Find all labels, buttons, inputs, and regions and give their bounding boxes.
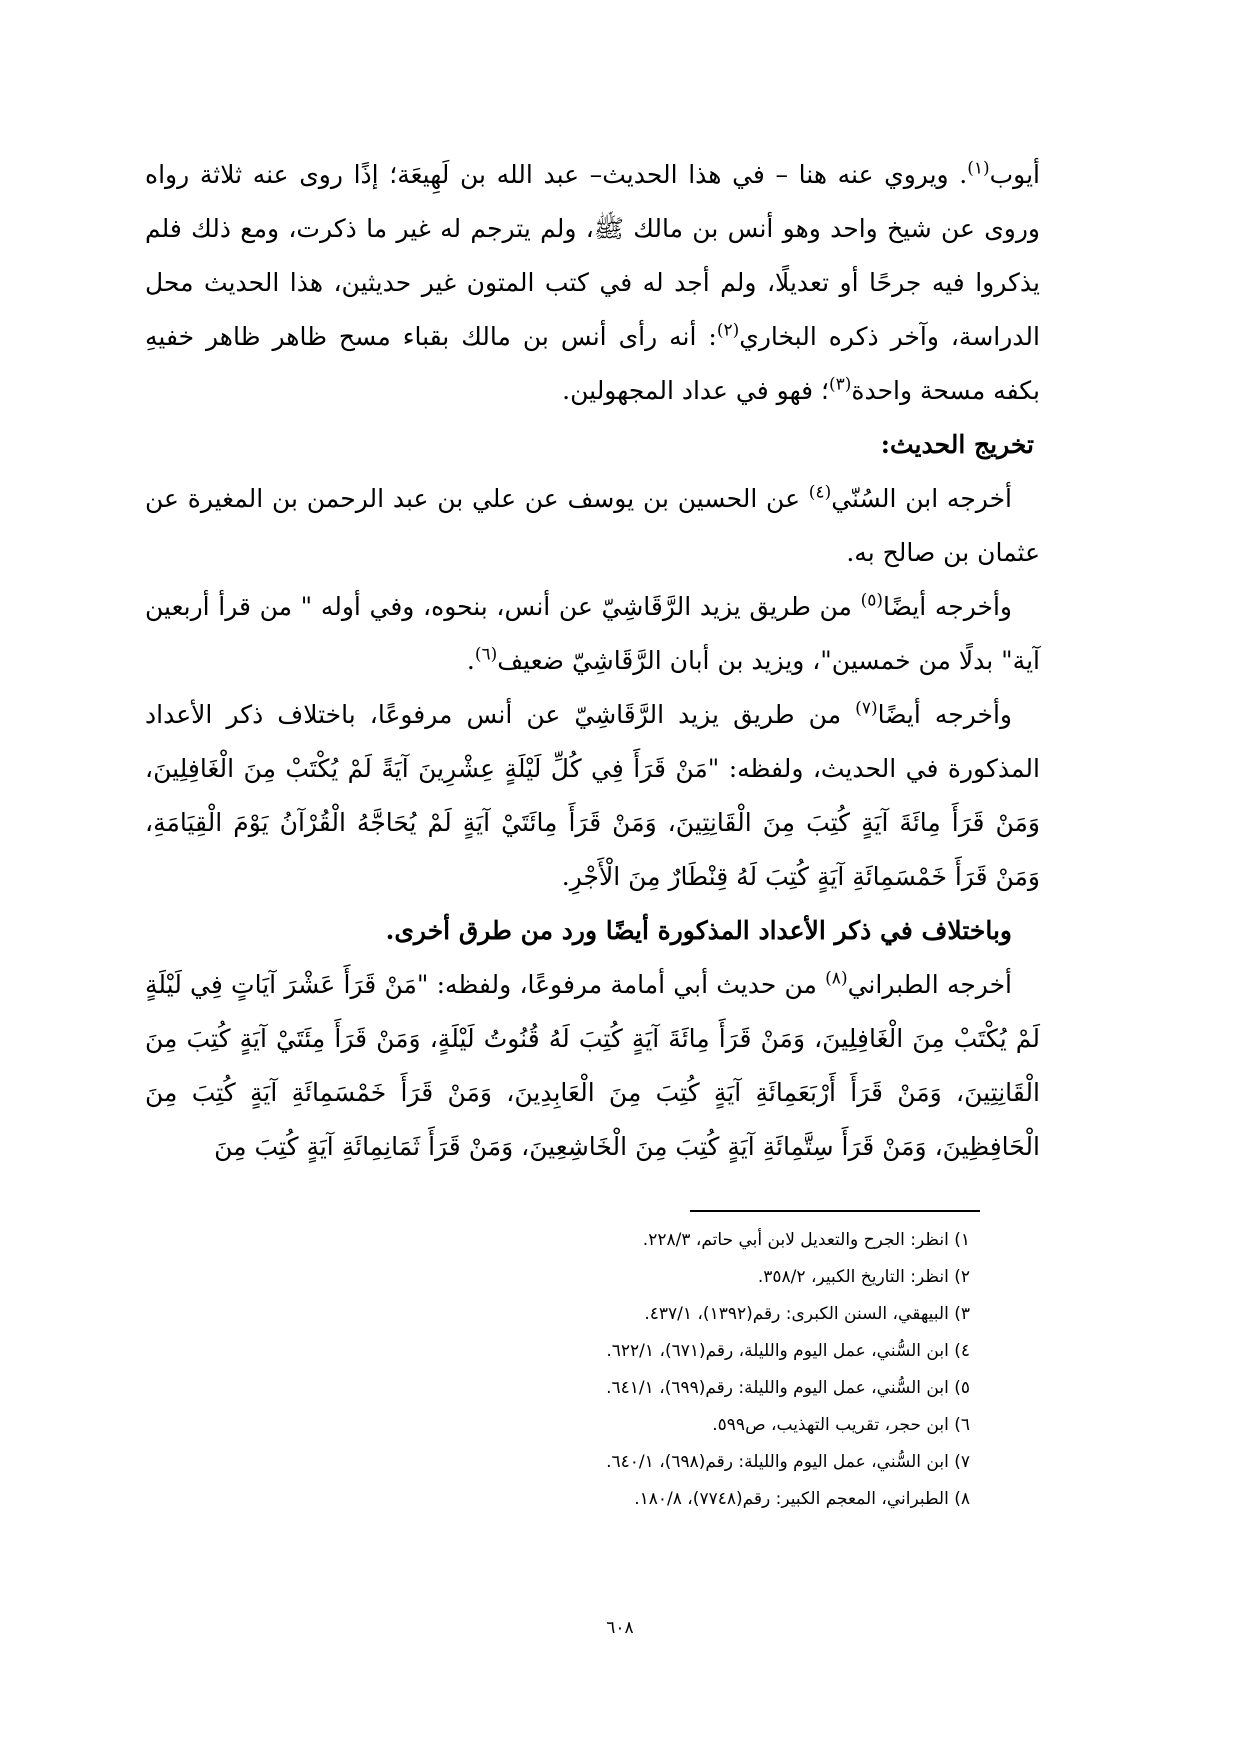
text-run: من حديث أبي أمامة مرفوعًا، ولفظه: "مَنْ قَرَأَ عَشْرَ آيَاتٍ فِي لَيْلَةٍ لَمْ يُكْتَبْ مِنَ الْغَافِلِينَ، وَمَنْ قَرَأَ مِائَةَ آيَةٍ كُتِبَ لَهُ قُنُوتُ لَيْلَةٍ، وَمَنْ قَرَأَ مِئَتَيْ آيَةٍ كُتِبَ مِنَ الْقَانِتِينَ، وَمَنْ قَرَأَ أَرْبَعَمِائَةِ آيَةٍ كُتِبَ مِنَ الْعَابِدِينَ، وَمَنْ قَرَأَ خَمْسَمِائَةِ آيَةٍ كُتِبَ مِنَ الْحَافِظِينَ، وَمَنْ قَرَأَ سِتَّمِائَةِ آيَةٍ كُتِبَ مِنَ الْخَاشِعِينَ، وَمَنْ قَرَأَ ثَمَانِمِائَةِ آيَةٍ كُتِبَ مِنَ (145, 970, 1040, 1161)
paragraph-4 (145, 688, 1040, 904)
text-run: أخرجه الطبراني (847, 970, 1012, 999)
footnote-3: ٣) البيهقي، السنن الكبرى: رقم(١٣٩٢)، ٤٣٧/١. (644, 1304, 970, 1324)
text-run: وأخرجه أيضًا (877, 700, 1012, 729)
text-run: أيوب (989, 160, 1040, 189)
footnote-ref[interactable]: (١) (967, 158, 990, 179)
footnote-ref[interactable]: (٤) (808, 482, 832, 503)
footnote-ref[interactable]: (٥) (860, 590, 884, 611)
subheading: وباختلاف في ذكر الأعداد المذكورة أيضًا ورد من طرق أخرى. (385, 916, 1012, 945)
text-run: أخرجه ابن السُنّي (831, 484, 1012, 513)
footnote-8: ٨) الطبراني، المعجم الكبير: رقم(٧٧٤٨)، ١٨٠/٨. (634, 1489, 970, 1509)
main-text (145, 148, 1040, 1174)
footnote-ref[interactable]: (٢) (716, 320, 740, 341)
footnote-ref[interactable]: (٦) (474, 644, 498, 665)
text-run: . (466, 646, 475, 675)
footnote-1: ١) انظر: الجرح والتعديل لابن أبي حاتم، ٢٢٨/٣. (642, 1230, 970, 1250)
text-run: وأخرجه أيضًا (883, 592, 1012, 621)
page-number: ٦٠٨ (606, 1618, 634, 1638)
footnote-ref[interactable]: (٨) (825, 968, 848, 989)
footnote-2: ٢) انظر: التاريخ الكبير، ٣٥٨/٢. (757, 1267, 970, 1287)
text-run: . ويروي عنه هنا – في هذا الحديث– عبد الله بن لَهِيعَة؛ إذًا روى عنه ثلاثة رواه وروى عن شيخ واحد وهو أنس بن مالك ﷺ، ولم يترجم له غير ما ذكرت، ومع ذلك فلم يذكروا فيه جرحًا أو تعديلًا، ولم أجد له في كتب المتون غير حديثين، هذا الحديث محل الدراسة، وآخر ذكره البخاري (145, 160, 1040, 351)
paragraph-5 (145, 958, 1040, 1174)
footnote-6: ٦) ابن حجر، تقريب التهذيب، ص٥٩٩. (712, 1415, 970, 1435)
text-run: : أنه رأى أنس بن مالك بقباء مسح ظاهر ظاهر خفيهِ بكفه مسحة واحدة (145, 322, 1040, 405)
section-heading: تخريج الحديث: (880, 430, 1034, 459)
text-run: عن الحسين بن يوسف عن علي بن عبد الرحمن بن المغيرة عن عثمان بن صالح به. (145, 484, 1040, 567)
footnote-7: ٧) ابن السُّني، عمل اليوم والليلة: رقم(٦٩٨)، ٦٤٠/١. (606, 1452, 970, 1472)
paragraph-1 (145, 148, 1040, 418)
footnote-ref[interactable]: (٧) (855, 698, 878, 719)
footnote-divider (690, 1210, 980, 1212)
paragraph-3 (145, 580, 1040, 688)
paragraph-2 (145, 472, 1040, 580)
footnotes (145, 1222, 1040, 1518)
text-run: من طريق يزيد الرَّقَاشِيّ عن أنس، بنحوه، وفي أوله " من قرأ أربعين آية" بدلًا من خمسين"، ويزيد بن أبان الرَّقَاشِيّ ضعيف (145, 592, 1040, 675)
footnote-4: ٤) ابن السُّني، عمل اليوم والليلة، رقم(٦٧١)، ٦٢٢/١. (606, 1341, 970, 1361)
footnote-5: ٥) ابن السُّني، عمل اليوم والليلة: رقم(٦٩٩)، ٦٤١/١. (606, 1378, 970, 1398)
text-run: ؛ فهو في عداد المجهولين. (562, 376, 829, 405)
footnote-ref[interactable]: (٣) (828, 374, 852, 395)
text-run: من طريق يزيد الرَّقَاشِيّ عن أنس مرفوعًا، باختلاف ذكر الأعداد المذكورة في الحديث، ولفظه: "مَنْ قَرَأَ فِي كُلِّ لَيْلَةٍ عِشْرِينَ آيَةً لَمْ يُكْتَبْ مِنَ الْغَافِلِينَ، وَمَنْ قَرَأَ مِائَةَ آيَةٍ كُتِبَ مِنَ الْقَانِتِينَ، وَمَنْ قَرَأَ مِائَتَيْ آيَةٍ لَمْ يُحَاجَّهُ الْقُرْآنُ يَوْمَ الْقِيَامَةِ، وَمَنْ قَرَأَ خَمْسَمِائَةِ آيَةٍ كُتِبَ لَهُ قِنْطَارٌ مِنَ الْأَجْرِ. (145, 700, 1040, 891)
